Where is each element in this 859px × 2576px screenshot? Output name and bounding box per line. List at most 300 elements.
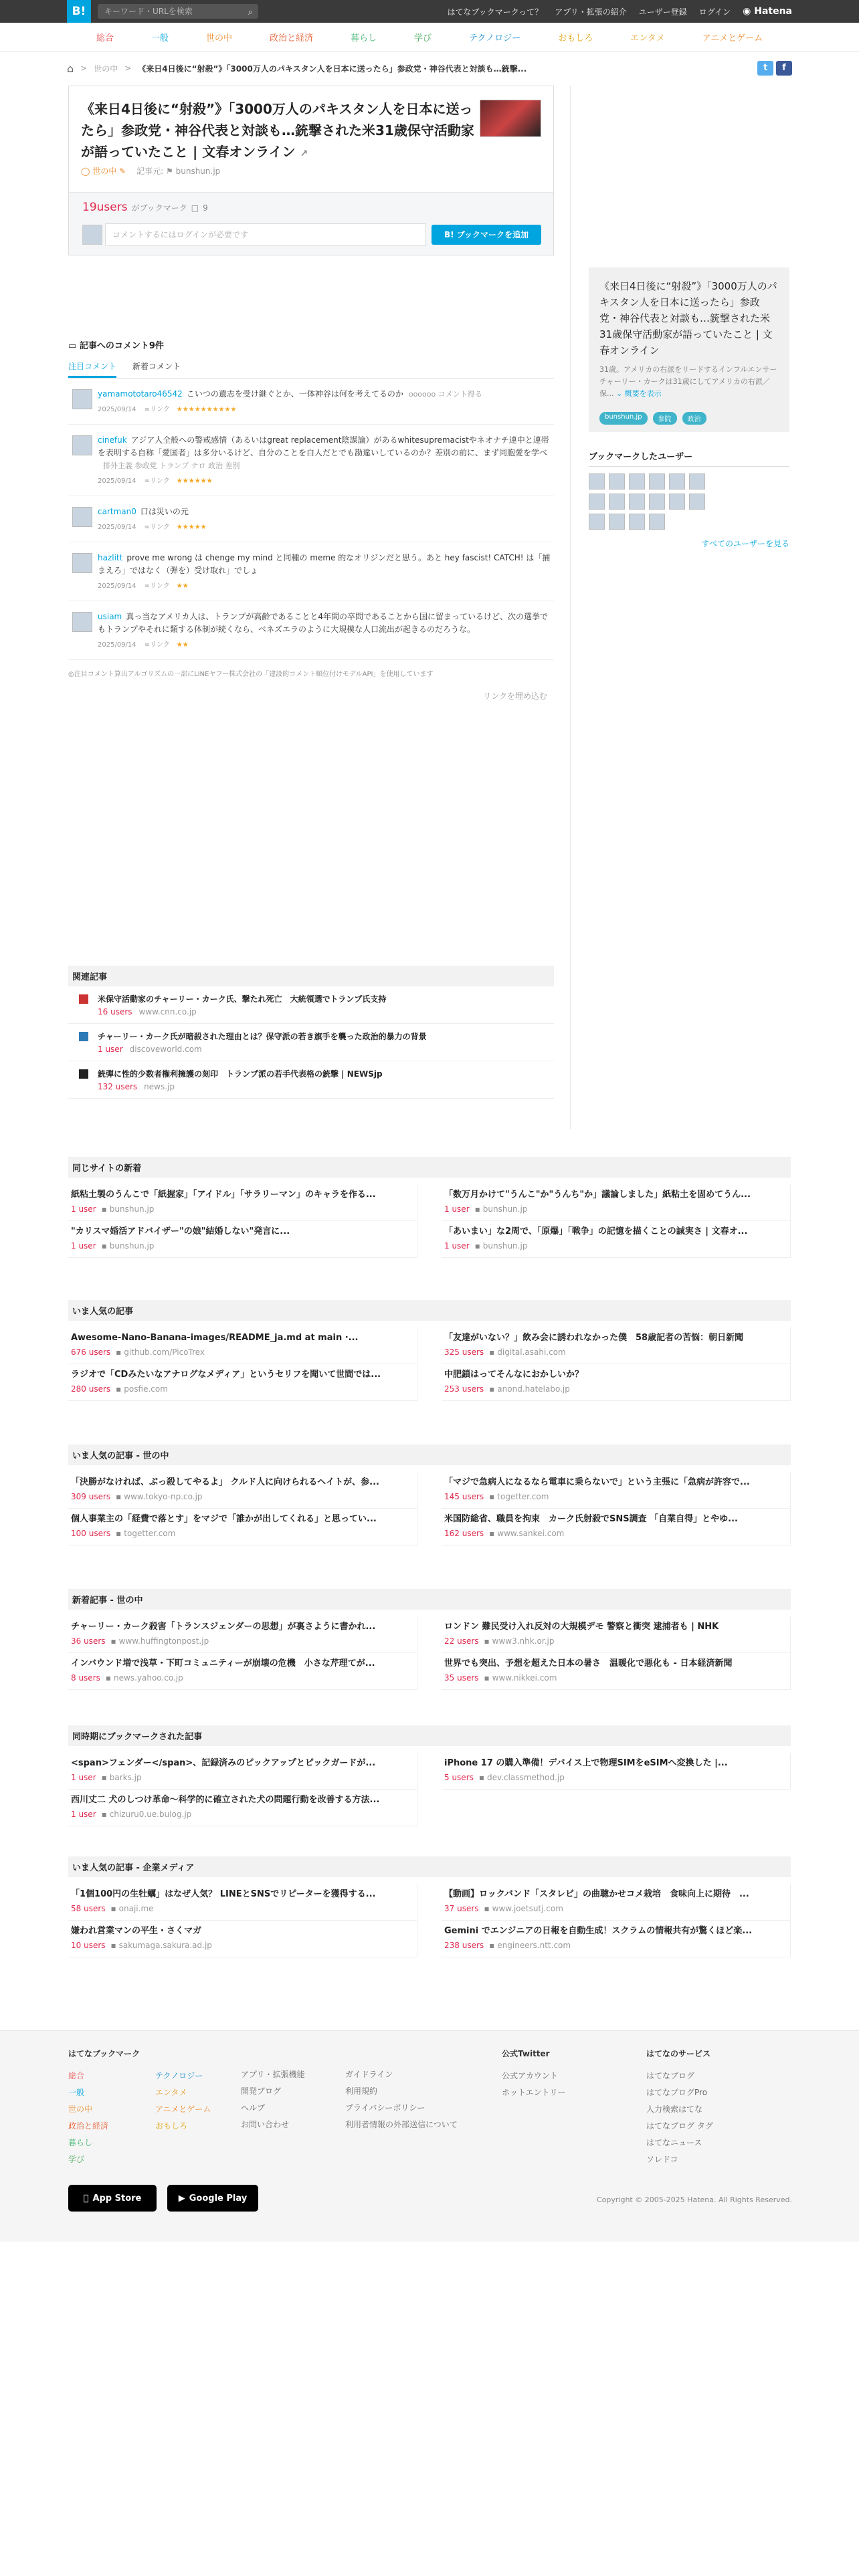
comment-link-label[interactable]: リンク <box>149 524 170 531</box>
user-avatar[interactable] <box>669 473 685 490</box>
article-title[interactable]: 【動画】ロックバンド「スタレビ」の曲聴かせコメ栽培 食味向上に期待 ... <box>444 1889 749 1899</box>
site-domain[interactable]: www.huffingtonpost.jp <box>118 1636 209 1646</box>
about-link[interactable]: はてなブックマークって？ <box>447 7 543 17</box>
article-item[interactable] <box>442 1921 791 1957</box>
comment-date[interactable]: 2025/09/14 <box>98 406 136 413</box>
entry-category[interactable]: ◯ 世の中 ✎ <box>81 167 126 176</box>
tag[interactable]: 参院 <box>653 412 677 425</box>
user-avatar-list <box>589 473 723 530</box>
users-count[interactable]: 1 user <box>71 1204 96 1214</box>
site-domain[interactable]: chizuru0.ue.bulog.jp <box>109 1810 192 1819</box>
site-favicon-icon: ▪ <box>489 1941 495 1950</box>
users-count[interactable]: 22 users <box>444 1636 479 1646</box>
footer-link[interactable]: 公式アカウント <box>502 2071 558 2080</box>
comment-meta <box>98 521 554 534</box>
crumb-title: 《来日4日後に“射殺”》「3000万人のパキスタン人を日本に送ったら」参政党・神谷代表と対談も…銃撃... <box>138 64 527 74</box>
google-play-button[interactable] <box>167 2185 258 2212</box>
link-icon: ∞ <box>144 524 150 531</box>
avatar[interactable] <box>72 553 92 573</box>
tag-list <box>599 412 779 425</box>
bookmark-count <box>82 201 208 214</box>
article-title[interactable]: チャーリー・カーク殺害「トランスジェンダーの思想」が裏さように書かれ... <box>71 1622 376 1632</box>
footer-link[interactable]: 利用規約 <box>345 2086 378 2096</box>
category-tab[interactable]: テクノロジー <box>469 33 521 43</box>
comment-body <box>98 552 554 577</box>
article-meta <box>444 1348 787 1357</box>
user-avatar[interactable] <box>629 494 645 510</box>
footer-link[interactable]: テクノロジー <box>155 2071 203 2080</box>
comment-item <box>68 379 554 425</box>
footer-link[interactable]: 暮らし <box>68 2138 93 2147</box>
article-title[interactable]: Gemini でエンジニアの日報を自動生成！スクラムの情報共有が驚くほど楽... <box>444 1926 753 1936</box>
comment-link[interactable] <box>145 524 170 531</box>
comment-username[interactable]: cartman0 <box>98 507 136 516</box>
users-count[interactable]: 280 users <box>71 1384 111 1394</box>
breadcrumb <box>67 59 792 78</box>
site-domain[interactable]: engineers.ntt.com <box>497 1941 571 1950</box>
category-nav <box>0 23 859 52</box>
apps-link[interactable]: アプリ・拡張の紹介 <box>555 7 627 17</box>
tab-popular-comments[interactable]: 注目コメント <box>68 360 116 378</box>
comment-username[interactable]: hazlitt <box>98 553 123 562</box>
embed-link[interactable]: リンクを埋め込む <box>483 691 547 701</box>
user-avatar[interactable] <box>689 473 705 490</box>
entry-meta <box>81 165 220 177</box>
comment-count: 9 <box>203 203 208 213</box>
comment-body <box>98 506 554 518</box>
footer-col-guidelines <box>345 2066 458 2133</box>
users-count[interactable]: 58 users <box>71 1904 106 1913</box>
article-item[interactable] <box>442 1616 791 1653</box>
article-meta <box>71 1384 414 1394</box>
comment-link[interactable] <box>145 582 170 590</box>
source-domain[interactable]: bunshun.jp <box>175 167 221 176</box>
article-item[interactable] <box>442 1509 791 1545</box>
comment-meta <box>98 403 554 416</box>
article-grid <box>68 1616 791 1690</box>
article-item[interactable] <box>442 1472 791 1509</box>
sidebar <box>589 267 789 549</box>
users-count[interactable]: 1 user <box>98 1045 123 1054</box>
avatar[interactable] <box>72 389 92 409</box>
site-favicon-icon: ▪ <box>101 1810 107 1819</box>
login-link[interactable]: ログイン <box>698 7 731 17</box>
user-avatar[interactable] <box>689 494 705 510</box>
related-title[interactable]: 米保守活動家のチャーリー・カーク氏、撃たれ死亡 大統領選でトランプ氏支持 <box>98 994 387 1004</box>
related-meta <box>98 1045 554 1054</box>
expand-summary-link[interactable]: ⌄ 概要を表示 <box>616 389 662 398</box>
category-tab[interactable]: 政治と経済 <box>269 33 313 43</box>
section-heading: 同じサイトの新着 <box>68 1157 791 1178</box>
footer-link[interactable]: アプリ・拡張機能 <box>241 2070 305 2079</box>
crumb-category[interactable]: 世の中 <box>94 64 118 74</box>
link-icon: ∞ <box>144 406 150 413</box>
site-domain[interactable]: www.cnn.co.jp <box>138 1007 197 1016</box>
entry-title[interactable] <box>81 98 476 165</box>
star-rating[interactable]: ★★★★★ <box>176 524 207 531</box>
article-meta <box>444 1241 787 1251</box>
users-count[interactable]: 325 users <box>444 1348 484 1357</box>
site-domain[interactable]: bunshun.jp <box>482 1204 528 1214</box>
user-avatar[interactable] <box>629 473 645 490</box>
bookmark-users <box>589 449 789 549</box>
site-domain[interactable]: togetter.com <box>497 1492 549 1501</box>
article-meta <box>444 1941 787 1950</box>
footer-col-title: 公式Twitter <box>502 2049 550 2058</box>
article-meta <box>71 1941 414 1950</box>
site-favicon-icon: ▪ <box>116 1492 122 1501</box>
footer-link[interactable]: 利用者情報の外部送信について <box>345 2120 458 2129</box>
link-icon: ∞ <box>144 582 150 590</box>
user-avatar[interactable] <box>609 473 625 490</box>
site-domain[interactable]: bunshun.jp <box>482 1241 528 1251</box>
site-favicon-icon: ▪ <box>101 1241 107 1251</box>
article-item[interactable] <box>68 1509 417 1545</box>
avatar <box>82 225 102 245</box>
article-meta <box>444 1773 787 1782</box>
category-tab[interactable]: 一般 <box>151 33 169 43</box>
article-title[interactable]: 個人事業主の「経費で落とす」をマジで「誰かが出してくれる」と思ってい... <box>71 1514 377 1524</box>
comment-link[interactable] <box>145 477 170 485</box>
comment-item <box>68 496 554 542</box>
category-tab[interactable]: エンタメ <box>630 33 665 43</box>
article-meta <box>444 1204 787 1214</box>
home-icon[interactable]: ⌂ <box>67 62 74 75</box>
star-rating[interactable]: ★★ <box>176 582 189 590</box>
search-input[interactable] <box>98 4 258 19</box>
article-item[interactable] <box>68 1790 417 1826</box>
article-item[interactable] <box>442 1753 791 1790</box>
site-favicon-icon: ▪ <box>105 1673 112 1683</box>
related-meta <box>98 1007 554 1016</box>
article-title[interactable]: 西川丈二 犬のしつけ革命〜科学的に確立された犬の問題行動を改善する方法... <box>71 1795 380 1805</box>
article-title[interactable]: 「マジで急病人になるなら電車に乗らないで」という主張に「急病が許容で... <box>444 1477 750 1487</box>
summary-text <box>599 364 779 400</box>
tag[interactable]: 政治 <box>682 412 706 425</box>
apple-icon <box>84 2193 89 2204</box>
users-count[interactable]: 253 users <box>444 1384 484 1394</box>
site-domain[interactable]: bunshun.jp <box>109 1204 155 1214</box>
comment-link-label[interactable]: リンク <box>149 406 170 413</box>
users-count[interactable]: 8 users <box>71 1673 100 1683</box>
article-section <box>68 1856 791 1957</box>
users-count[interactable]: 145 users <box>444 1492 484 1501</box>
site-domain[interactable]: anond.hatelabo.jp <box>497 1384 570 1394</box>
site-domain[interactable]: github.com/PicoTrex <box>124 1348 205 1357</box>
comment-username[interactable]: usiam <box>98 612 122 621</box>
comment-link-label[interactable]: リンク <box>149 582 170 590</box>
user-avatar[interactable] <box>609 514 625 530</box>
article-title[interactable]: Awesome-Nano-Banana-images/README_ja.md at main ·... <box>71 1333 359 1343</box>
users-count[interactable]: 676 users <box>71 1348 111 1357</box>
category-tab[interactable]: 総合 <box>96 33 114 43</box>
footer-link[interactable]: 世の中 <box>68 2105 93 2114</box>
article-title[interactable]: 「1個100円の生牡蠣」はなぜ人気？ LINEとSNSでリピーターを獲得する... <box>71 1889 376 1899</box>
article-item[interactable] <box>442 1184 791 1221</box>
article-meta <box>444 1904 787 1913</box>
twitter-icon[interactable]: t <box>757 61 773 76</box>
footer-link[interactable]: ガイドライン <box>345 2070 393 2079</box>
google-play-label: Google Play <box>189 2193 248 2204</box>
comment-date[interactable]: 2025/09/14 <box>98 524 136 531</box>
user-avatar[interactable] <box>629 514 645 530</box>
article-meta <box>71 1810 414 1819</box>
footer-col-apps <box>241 2066 305 2133</box>
article-title[interactable]: インバウンド増で浅草・下町コミュニティーが崩壊の危機 小さな芹理てが... <box>71 1658 375 1669</box>
site-domain[interactable]: www.sankei.com <box>497 1529 565 1538</box>
footer-link[interactable]: ソレドコ <box>646 2155 678 2164</box>
see-all-users-link[interactable]: すべてのユーザーを見る <box>701 539 789 548</box>
article-title[interactable]: 世界でも突出、予想を超えた日本の暑さ 温暖化で悪化も - 日本経済新聞 <box>444 1658 733 1669</box>
site-domain[interactable]: togetter.com <box>124 1529 176 1538</box>
related-title[interactable]: チャーリー・カーク氏が暗殺された理由とは？保守派の若き旗手を襲った政治的暴力の背景 <box>98 1032 427 1041</box>
search-icon[interactable]: ⌕ <box>248 7 253 17</box>
comment-link[interactable] <box>145 641 170 649</box>
users-count[interactable]: 1 user <box>444 1241 470 1251</box>
app-store-button[interactable] <box>68 2185 157 2212</box>
comment-date[interactable]: 2025/09/14 <box>98 641 136 649</box>
site-domain[interactable]: barks.jp <box>109 1773 142 1782</box>
article-item[interactable] <box>442 1327 791 1364</box>
star-rating[interactable]: ★★★★★★ <box>176 477 213 485</box>
footer-link[interactable]: はてなニュース <box>646 2138 702 2147</box>
comment-input[interactable]: コメントするにはログインが必要です <box>105 223 426 246</box>
users-count[interactable]: 1 user <box>71 1810 96 1819</box>
footer-link[interactable]: はてなブログPro <box>646 2088 708 2097</box>
users-count[interactable]: 36 users <box>71 1636 106 1646</box>
site-domain[interactable]: sakumaga.sakura.ad.jp <box>118 1941 212 1950</box>
entry-title-text[interactable]: 《来日4日後に“射殺”》「3000万人のパキスタン人を日本に送ったら」参政党・神谷代表と対談も…銃撃された米31歳保守活動家が語っていたこと | 文春オンライン <box>81 101 474 160</box>
site-domain[interactable]: www3.nhk.or.jp <box>492 1636 555 1646</box>
site-domain[interactable]: onaji.me <box>118 1904 154 1913</box>
comment-tags[interactable]: oooooo コメント得る <box>408 390 482 399</box>
article-item[interactable] <box>68 1184 417 1221</box>
entry-category-label[interactable]: 世の中 <box>92 167 117 176</box>
user-avatar[interactable] <box>669 494 685 510</box>
category-tab[interactable]: アニメとゲーム <box>702 33 763 43</box>
footer-link[interactable]: ホットエントリー <box>502 2088 566 2097</box>
users-count[interactable]: 37 users <box>444 1904 479 1913</box>
footer-link[interactable]: エンタメ <box>155 2088 187 2097</box>
users-count[interactable]: 100 users <box>71 1529 111 1538</box>
comment-date[interactable]: 2025/09/14 <box>98 582 136 590</box>
footer-twitter-links <box>502 2068 566 2101</box>
comments-section <box>68 338 554 702</box>
users-count[interactable]: 16 users <box>98 1007 132 1016</box>
article-title[interactable]: 「決勝がなければ、ぶっ殺してやるよ」 クルド人に向けられるヘイトが、参... <box>71 1477 379 1487</box>
users-count[interactable]: 35 users <box>444 1673 479 1683</box>
article-grid <box>68 1472 791 1545</box>
article-grid <box>68 1184 791 1258</box>
article-grid <box>68 1327 791 1401</box>
site-domain[interactable]: digital.asahi.com <box>497 1348 566 1357</box>
footer-link[interactable]: おもしろ <box>155 2121 188 2131</box>
user-avatar[interactable] <box>649 473 665 490</box>
article-item[interactable] <box>68 1221 417 1258</box>
crumb-sep: > <box>124 64 132 73</box>
article-item[interactable] <box>68 1753 417 1790</box>
article-meta <box>71 1636 414 1646</box>
tab-new-comments[interactable]: 新着コメント <box>132 362 181 371</box>
bookmark-users-title: ブックマークしたユーザー <box>589 449 789 467</box>
article-grid <box>68 1753 791 1826</box>
site-domain[interactable]: discoveworld.com <box>129 1045 202 1054</box>
site-domain[interactable]: news.yahoo.co.jp <box>114 1673 183 1683</box>
footer-link[interactable]: プライバシーポリシー <box>345 2103 425 2113</box>
tag[interactable]: bunshun.jp <box>599 412 648 425</box>
article-title[interactable]: 中肥鎖はってそんなにおかしいか？ <box>444 1370 584 1380</box>
avatar[interactable] <box>72 612 92 632</box>
category-tab[interactable]: 暮らし <box>350 33 377 43</box>
user-avatar[interactable] <box>649 514 665 530</box>
user-avatar[interactable] <box>649 494 665 510</box>
footer-twitter-col <box>502 2046 566 2101</box>
comment-item <box>68 601 554 660</box>
article-title[interactable]: "カリスマ婚活アドバイザー"の娘"結婚しない"発言に... <box>71 1226 290 1237</box>
article-item[interactable] <box>68 1327 417 1364</box>
article-title[interactable]: ラジオで「CDみたいなアナログなメディア」というセリフを聞いて世間では... <box>71 1370 381 1380</box>
footer-link[interactable]: アニメとゲーム <box>155 2105 211 2114</box>
footer-service-links <box>646 2068 713 2168</box>
footer-col-title: はてなのサービス <box>646 2049 711 2058</box>
expand-label[interactable]: 概要を表示 <box>624 389 662 398</box>
site-domain[interactable]: www.tokyo-np.co.jp <box>124 1492 203 1501</box>
comment-icon: □ <box>191 203 199 213</box>
site-domain[interactable]: posfie.com <box>124 1384 168 1394</box>
article-item[interactable] <box>68 1616 417 1653</box>
footer-link[interactable]: お問い合わせ <box>241 2120 290 2129</box>
footer-link[interactable]: ヘルプ <box>241 2103 266 2113</box>
site-domain[interactable]: news.jp <box>144 1082 175 1091</box>
comment-list <box>68 379 554 660</box>
star-rating[interactable]: ★★★★★★★★★★ <box>176 406 237 413</box>
crumb-sep: > <box>80 64 88 73</box>
entry-thumbnail[interactable] <box>480 100 541 137</box>
comment-date[interactable]: 2025/09/14 <box>98 477 136 485</box>
article-title[interactable]: iPhone 17 の購入準備！デバイス上で物理SIMをeSIMへ変換した |... <box>444 1758 728 1768</box>
article-item[interactable] <box>68 1364 417 1401</box>
footer-link[interactable]: 学び <box>68 2155 85 2164</box>
category-tab[interactable]: 学び <box>413 33 432 43</box>
article-title[interactable]: 紙粘土製のうんこで「紙握家」「アイドル」「サラリーマン」のキャラを作る... <box>71 1190 376 1200</box>
site-favicon-icon: ▪ <box>484 1673 490 1683</box>
avatar[interactable] <box>72 435 92 455</box>
article-title[interactable]: 嫌われ営業マンの平生・さくマガ <box>71 1926 202 1936</box>
article-title[interactable]: <span>フェンダー</span>、記録済みのピックアップとピックガードが... <box>71 1758 376 1768</box>
article-title[interactable]: 「あいまい」な2周で、「原爆」「戦争」の記憶を描くことの誠実さ | 文春オ... <box>444 1226 748 1237</box>
article-item[interactable] <box>442 1364 791 1401</box>
external-link-icon[interactable]: ↗ <box>300 148 308 159</box>
users-count[interactable]: 10 users <box>71 1941 106 1950</box>
article-title[interactable]: 「数万月かけて"うんこ"か"うんち"か」議論しました」紙粘土を固めてうん... <box>444 1190 751 1200</box>
site-favicon-icon: ▪ <box>474 1204 480 1214</box>
users-count[interactable]: 1 user <box>71 1241 96 1251</box>
users-count[interactable]: 309 users <box>71 1492 111 1501</box>
footer-link[interactable]: はてなブログ <box>646 2071 695 2080</box>
article-item[interactable] <box>68 1921 417 1957</box>
article-meta <box>71 1492 414 1501</box>
article-title[interactable]: 米国防総省、職員を拘束 カーク氏射殺でSNS調査 「自業自得」とやゆ... <box>444 1514 738 1524</box>
summary-title[interactable]: 《来日4日後に“射殺”》「3000万人のパキスタン人を日本に送ったら」参政党・神谷代表と対談も…銃撃された米31歳保守活動家が語っていたこと | 文春オンライン <box>599 280 777 356</box>
avatar[interactable] <box>72 507 92 527</box>
site-domain[interactable]: www.joetsutj.com <box>492 1904 563 1913</box>
hatena-logo[interactable]: ◉ Hatena <box>743 6 792 17</box>
star-rating[interactable]: ★★ <box>176 641 189 649</box>
users-count[interactable]: 238 users <box>444 1941 484 1950</box>
comment-username[interactable]: yamamototaro46542 <box>98 389 183 399</box>
add-bookmark-label[interactable]: ブックマークを追加 <box>456 230 529 239</box>
users-count[interactable]: 1 user <box>71 1773 96 1782</box>
site-domain[interactable]: bunshun.jp <box>109 1241 155 1251</box>
article-section <box>68 1725 791 1826</box>
comment-username[interactable]: cinefuk <box>98 435 127 445</box>
comment-link[interactable] <box>145 406 170 413</box>
article-title[interactable]: ロンドン 難民受け入れ反対の大規模デモ 警察と衝突 逮捕者も | NHK <box>444 1622 719 1632</box>
register-link[interactable]: ユーザー登録 <box>638 7 687 17</box>
link-icon: ∞ <box>144 477 150 485</box>
footer-link[interactable]: 開発ブログ <box>241 2086 282 2096</box>
hatena-bookmark-logo[interactable]: B! <box>67 0 91 23</box>
comment-text: 口は災いの元 <box>140 507 189 516</box>
users-count[interactable]: 19users <box>82 201 128 214</box>
article-item[interactable] <box>68 1653 417 1690</box>
users-count[interactable]: 162 users <box>444 1529 484 1538</box>
user-avatar[interactable] <box>589 494 605 510</box>
related-title[interactable]: 銃弾に性的少数者権利擁護の刻印 トランプ派の若手代表格の銃撃 | NEWSjp <box>98 1069 383 1079</box>
article-grid <box>68 1884 791 1957</box>
site-domain[interactable]: www.nikkei.com <box>492 1673 557 1683</box>
comment-body <box>98 611 554 636</box>
comment-tags[interactable]: 排外主義 参政党 トランプ テロ 政治 差別 <box>103 461 240 470</box>
comment-link-label[interactable]: リンク <box>149 477 170 485</box>
footer-link[interactable]: はてなブログ タグ <box>646 2121 713 2131</box>
article-meta <box>71 1773 414 1782</box>
footer-link[interactable]: 一般 <box>68 2088 85 2097</box>
related-item[interactable] <box>68 1024 554 1061</box>
user-avatar[interactable] <box>589 514 605 530</box>
comment-link-label[interactable]: リンク <box>149 641 170 649</box>
article-item[interactable] <box>68 1472 417 1509</box>
comment-body <box>98 388 554 401</box>
related-item[interactable] <box>68 1061 554 1099</box>
user-avatar[interactable] <box>589 473 605 490</box>
summary-body: 31歳。アメリカの右派をリードするインフルエンサー チャーリー・カークは31歳にしてアメリカの右派／保... <box>599 365 777 398</box>
users-count[interactable]: 132 users <box>98 1082 138 1091</box>
footer-link[interactable]: 政治と経済 <box>68 2121 109 2131</box>
users-count[interactable]: 5 users <box>444 1773 474 1782</box>
article-item[interactable] <box>442 1221 791 1258</box>
site-domain[interactable]: dev.classmethod.jp <box>487 1773 565 1782</box>
category-tab[interactable]: 世の中 <box>205 33 232 43</box>
article-item[interactable] <box>68 1884 417 1921</box>
site-favicon-icon: ▪ <box>489 1492 495 1501</box>
comment-tabs <box>68 360 554 379</box>
article-title[interactable]: 「友達がいない？」飲み会に誘われなかった僕 58歳記者の苦悩：朝日新聞 <box>444 1333 744 1343</box>
entry-source[interactable] <box>136 165 220 177</box>
edit-icon[interactable]: ✎ <box>119 167 126 176</box>
article-item[interactable] <box>442 1884 791 1921</box>
users-count[interactable]: 1 user <box>444 1204 470 1214</box>
section-heading: 同時期にブックマークされた記事 <box>68 1725 791 1746</box>
category-tab[interactable]: おもしろ <box>558 33 593 43</box>
footer-link[interactable]: 人力検索はてな <box>646 2105 703 2114</box>
footer-link[interactable]: 総合 <box>68 2071 85 2080</box>
related-item[interactable] <box>68 986 554 1024</box>
facebook-icon[interactable]: f <box>776 61 792 76</box>
user-avatar[interactable] <box>609 494 625 510</box>
article-item[interactable] <box>442 1653 791 1690</box>
add-bookmark-button[interactable]: B! ブックマークを追加 <box>432 225 541 245</box>
